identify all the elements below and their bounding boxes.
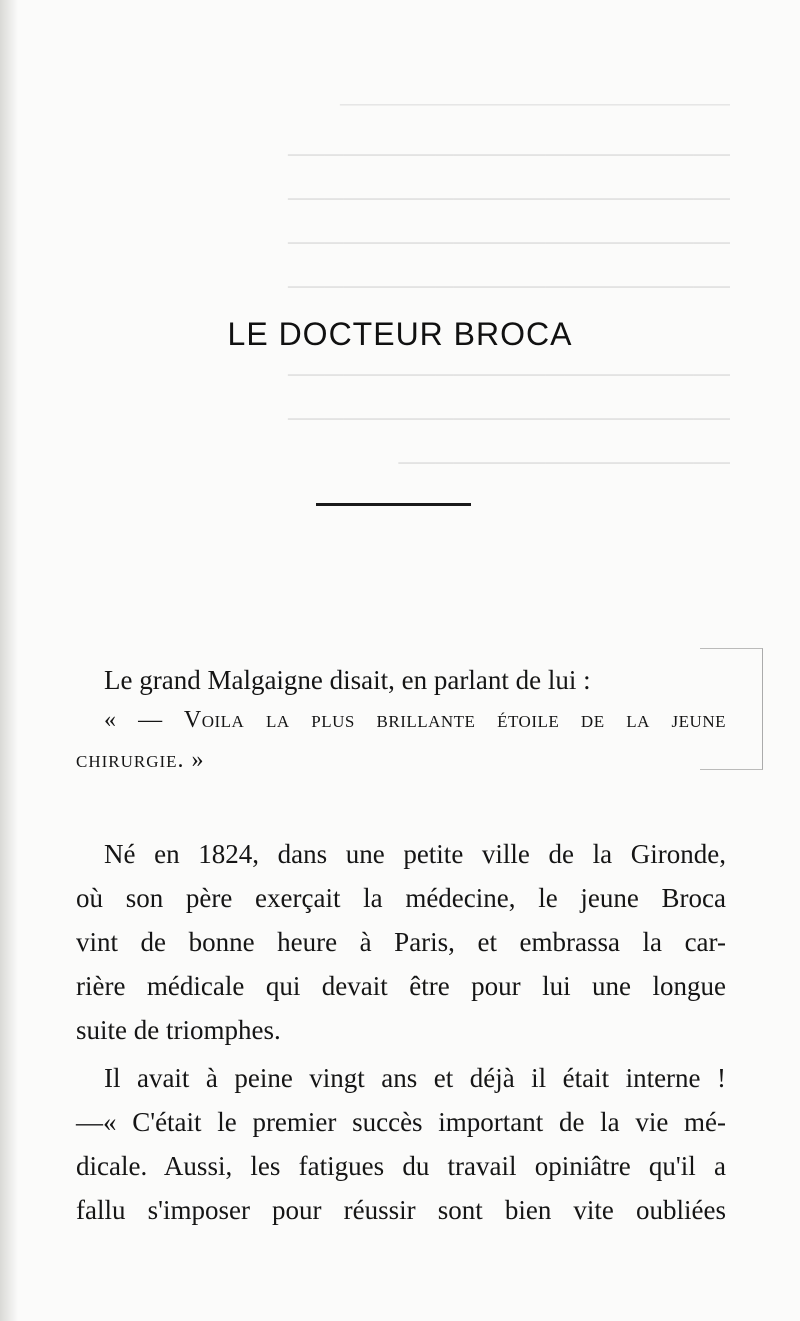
body-text	[76, 832, 726, 1232]
text-line: Il avait à peine vingt ans et déjà il était interne !	[104, 1063, 726, 1093]
text-line: fallu s'imposer pour réussir sont bien vite oubliées	[76, 1195, 726, 1225]
bleed-line: ────────────────────────	[287, 404, 730, 433]
bleed-line: ────────────────────────	[287, 272, 730, 301]
quote-line: « — Voila la plus brillante étoile de la jeune	[104, 707, 726, 733]
page-gutter-shadow	[0, 0, 18, 1321]
text-line: rière médicale qui devait être pour lui une longue	[76, 971, 726, 1001]
paragraph	[76, 1056, 726, 1232]
bleed-line: ──────────────────	[398, 448, 730, 477]
quote-line: chirurgie. »	[76, 747, 205, 773]
text-line: suite de triomphes.	[76, 1015, 281, 1045]
epigraph-lead: Le grand Malgaigne disait, en parlant de lui :	[104, 665, 591, 695]
bleed-line: ────────────────────────	[287, 184, 730, 213]
text-line: vint de bonne heure à Paris, et embrassa la car-	[76, 927, 726, 957]
bleed-line: ────────────────────────	[287, 360, 730, 389]
text-line: —« C'était le premier succès important de la vie mé-	[76, 1107, 726, 1137]
chapter-title: LE DOCTEUR BROCA	[227, 316, 573, 352]
bleed-line: ────────────────────────	[287, 140, 730, 169]
bleed-through-text	[0, 0, 800, 500]
epigraph-quote	[76, 700, 726, 780]
text-line: où son père exerçait la médecine, le jeune Broca	[76, 883, 726, 913]
bleed-line: ———————————————	[340, 88, 730, 117]
text-line: Né en 1824, dans une petite ville de la Gironde,	[104, 839, 726, 869]
epigraph	[76, 660, 726, 780]
paragraph	[76, 832, 726, 1052]
text-line: dicale. Aussi, les fatigues du travail opiniâtre qu'il a	[76, 1151, 726, 1181]
bleed-line: ────────────────────────	[287, 228, 730, 257]
title-divider	[316, 503, 471, 506]
